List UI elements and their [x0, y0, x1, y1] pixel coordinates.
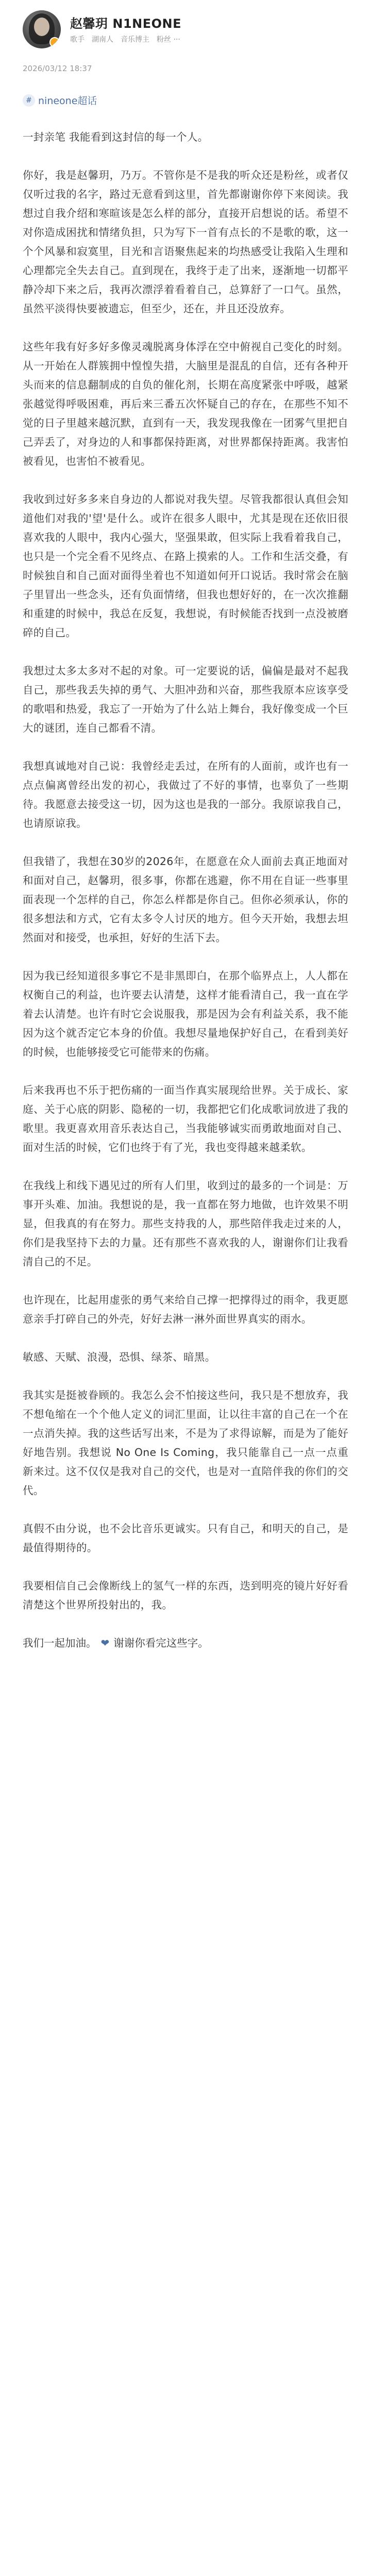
author-name[interactable]: 赵馨玥 N1NEONE: [70, 16, 182, 31]
post-paragraph: 我收到过好多多来自身边的人都说对我失望。尽管我都很认真但会知道他们对我的'望'是什么。或许在很多人眼中，尤其是现在还依旧很喜欢我的人眼中，我内心强大，坚强果敢，但实际上我看着我自己，也只是一个完全看不见终点、在路上摸索的人。工作和生活交叠，有时候独自和自己面对面得坐着也不知道如何开口说话。我时常会在脑子里冒出一些念头，还有负面情绪，但我也想好好的，在一次次推翻和重建的时候中，我总在反复，我想说，有时候能否找到一点没被磨碎的自己。: [23, 493, 348, 639]
post-paragraph: 真假不由分说，也不会比音乐更诚实。只有自己，和明天的自己，是最值得期待的。: [23, 1522, 348, 1554]
post-paragraph: 在我线上和线下遇见过的所有人们里，收到过的最多的一个词是：万事开头难、加油。我想说的是，我一直都在努力地做，也许效果不明显，但我真的有在努力。那些支持我的人，那些陪伴我走过来的人，你们是我坚持下去的力量。还有那些不喜欢我的人，谢谢你们让我看清自己的不足。: [23, 1179, 348, 1268]
post-paragraph: 这些年我有好多好多像灵魂脱离身体浮在空中俯视自己变化的时刻。从一开始在人群簇拥中惶惶失措，大脑里是混乱的自信，还有各种开头而来的信息翻制成的自负的催化剂，长期在高度紧张中呼吸，越紧张越觉得呼吸困难，再后来三番五次怀疑自己的存在，在那些不知不觉的日子里越来越沉默，直到有一天，我发现我像在一团雾气里把自己弄丢了，对身边的人和事都保持距离，对世界都保持距离。我害怕被看见，也害怕不被看见。: [23, 341, 348, 467]
topic-link[interactable]: [23, 93, 97, 107]
post-header: [23, 0, 348, 85]
verified-badge-icon: [49, 37, 60, 47]
author-meta-extra: 粉丝 ···: [157, 36, 180, 44]
avatar-face: [34, 18, 49, 36]
post-paragraph: 敏感、天赋、浪漫，恐惧、绿茶、暗黑。: [23, 1351, 216, 1363]
heart-icon: ❤: [100, 1637, 110, 1649]
post-paragraph: 你好，我是赵馨玥，乃万。不管你是不是我的听众还是粉丝，或者仅仅听过我的名字，路过无意看到这里，首先都谢谢你停下来阅读。我想过自我介绍和寒暄该是怎么样的部分，直接开启想说的话。希望不对你造成困扰和情绪负担，只为写下一首有点长的不是歌的歌，这一个个风暴和寂寞里，目光和言语聚焦起来的均热感受让我陷入生理和心理都完全失去自己。直到现在，我终于走了出来，逐渐地一切都平静冷却下来之后，我再次漂浮着看着自己，总算舒了一口气。虽然，虽然平淡得快要被遗忘，但至少，还在，并且还没放弃。: [23, 169, 348, 315]
post-paragraph: 因为我已经知道很多事它不是非黑即白，在那个临界点上，人人都在权衡自己的利益，也许要去认清楚，这样才能看清自己，我一直在学着去认清楚。也许有时它会说服我，那是因为会有利益关系，我不能因为这个就否定它本身的价值。我想尽量地保护好自己，在看到美好的时候，也能够接受它可能带来的伤痛。: [23, 970, 348, 1058]
post-paragraph: 我想过太多太多对不起的对象。可一定要说的话，偏偏是最对不起我自己，那些我丢失掉的勇气、大胆冲劲和兴奋，那些我原本应该享受的歌唱和热爱，我忘了一开始为了什么站上舞台，我好像变成一个巨大的谜团，连自己都看不清。: [23, 665, 348, 734]
closing-suffix: 谢谢你看完这些字。: [113, 1637, 209, 1649]
post-paragraph: 后来我再也不乐于把伤痛的一面当作真实展现给世界。关于成长、家庭、关于心底的阴影、隐秘的一切，我都把它们化成歌词放进了我的歌里。我更喜欢用音乐表达自己，当我能够诚实而勇敢地面对自己、面对生活的时候，它们也终于有了光，我也变得越来越柔软。: [23, 1084, 348, 1154]
post-paragraph: 我其实是挺被眷顾的。我怎么会不怕接这些问，我只是不想放弃，我不想龟缩在一个个他人定义的词汇里面，让以往丰富的自己在一个在一点消失掉。我的这些话写出来，不是为了求得谅解，而是为了能好好地告别。我想说 No One Is Coming，我只能靠自己一点一点重新来过。这不仅仅是我对自己的交代，也是对一直陪伴我的你们的交代。: [23, 1389, 348, 1497]
hash-icon: #: [23, 94, 35, 107]
author-meta-item: 歌手: [70, 36, 85, 44]
topic-label: nineone超话: [38, 95, 97, 107]
author-meta-item: 音乐博主: [121, 36, 149, 44]
author-avatar[interactable]: [23, 10, 61, 48]
post-paragraph: 但我错了，我想在30岁的2026年，在愿意在众人面前去真正地面对和面对自己，赵馨玥，很多事，你都在逃避，你不用在自证一些事里面表现一个怎样的自己，你怎么样都是你自己。但你必须承认，你的很多想法和方式，它有太多令人讨厌的地方。但今天开始，我想去坦然面对和接受，也承担，好好的生活下去。: [23, 855, 348, 944]
post-body: [23, 128, 348, 1653]
post-timestamp: 2026/03/12 18:37: [23, 64, 92, 73]
author-meta-item: 湖南人: [92, 36, 113, 44]
post-paragraph: 一封亲笔 我能看到这封信的每一个人。: [23, 131, 209, 143]
closing-text: 我们一起加油。: [23, 1637, 97, 1649]
post-closing: [23, 1634, 348, 1653]
post-paragraph: 我要相信自己会像断线上的氢气一样的东西，迭到明亮的镜片好好看清楚这个世界所投射出的，我。: [23, 1580, 348, 1611]
post-paragraph: 也许现在，比起用虚张的勇气来给自己撑一把撑得过的雨伞，我更愿意亲手打碎自己的外壳，好好去淋一淋外面世界真实的雨水。: [23, 1294, 348, 1325]
post-paragraph: 我想真诚地对自己说：我曾经走丢过，在所有的人面前，或许也有一点点偏离曾经出发的初心，我做过了不好的事情，也辜负了一些期待。我愿意去接受这一切，因为这也是我的一部分。我原谅我自己，也请原谅我。: [23, 760, 348, 829]
author-meta: [70, 34, 180, 44]
